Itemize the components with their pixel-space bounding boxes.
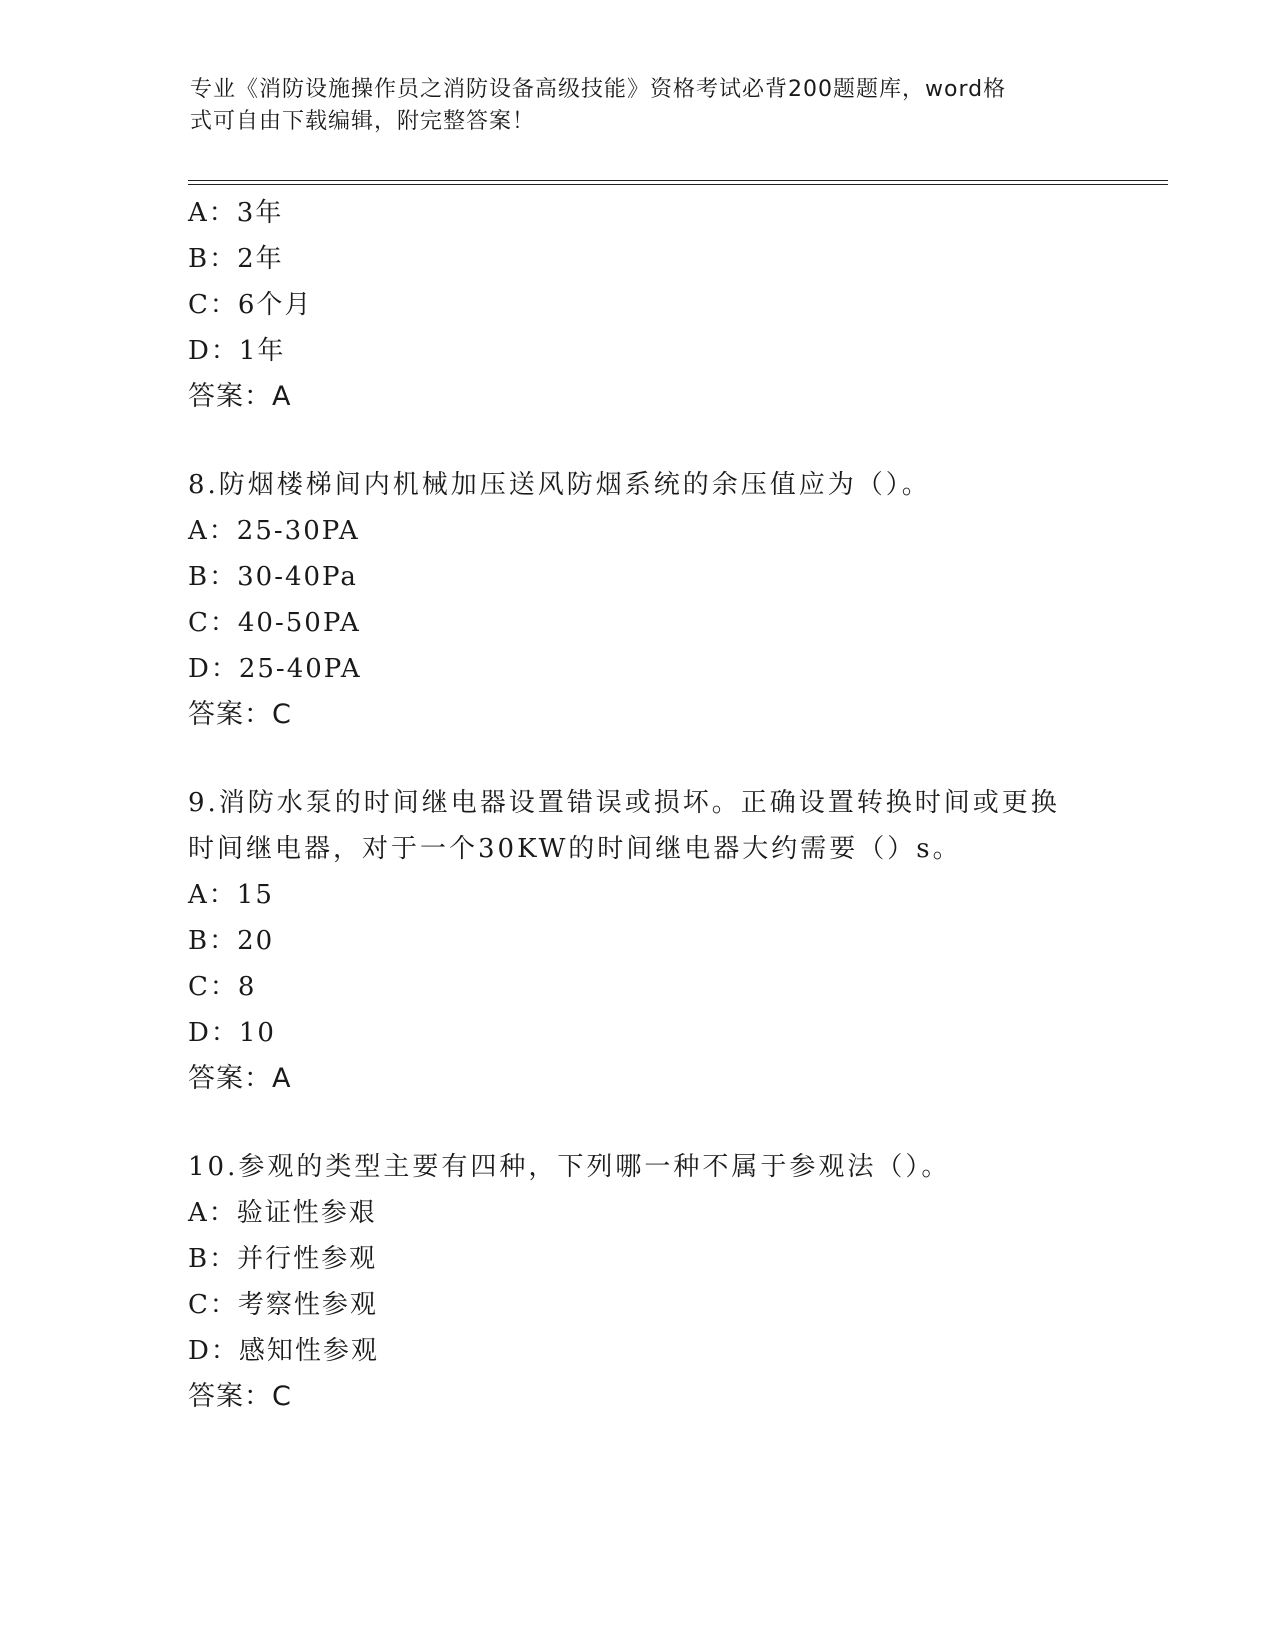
option-a: A：15 [188,880,274,910]
answer-line: 答案：A [188,1063,292,1094]
option-a: A：3年 [188,198,284,228]
header-divider-top [188,180,1168,181]
question-text: 10.参观的类型主要有四种，下列哪一种不属于参观法（）。 [188,1152,951,1182]
option-b: B：20 [188,926,275,956]
option-d: D：感知性参观 [188,1336,379,1366]
answer-line: 答案：A [188,381,292,412]
header-line-2: 式可自由下载编辑，附完整答案！ [190,109,536,134]
option-d: D：1年 [188,336,286,366]
option-a: A：25-30PA [188,516,360,546]
option-c: C：考察性参观 [188,1290,378,1320]
question-block-7 [188,190,1088,420]
option-c: C：40-50PA [188,608,361,638]
option-b: B：30-40Pa [188,562,358,592]
question-block-10 [188,1144,1088,1420]
question-block-9 [188,780,1088,1102]
answer-line: 答案：C [188,1381,292,1412]
document-header [190,74,1090,138]
question-block-8 [188,462,1088,738]
option-b: B：2年 [188,244,284,274]
question-text: 8.防烟楼梯间内机械加压送风防烟系统的余压值应为（）。 [188,470,931,500]
header-divider-bottom [188,184,1168,185]
question-text-line-2: 时间继电器，对于一个30KW的时间继电器大约需要（）s。 [188,834,962,864]
question-list [188,190,1088,1420]
header-line-1: 专业《消防设施操作员之消防设备高级技能》资格考试必背200题题库，word格 [190,77,1007,102]
option-a: A：验证性参艰 [188,1198,377,1228]
question-text-line-1: 9.消防水泵的时间继电器设置错误或损坏。正确设置转换时间或更换 [188,788,1060,818]
option-c: C：8 [188,972,257,1002]
option-d: D：10 [188,1018,276,1048]
option-c: C：6个月 [188,290,313,320]
answer-line: 答案：C [188,699,292,730]
option-d: D：25-40PA [188,654,362,684]
option-b: B：并行性参观 [188,1244,378,1274]
question-text [188,780,1088,872]
